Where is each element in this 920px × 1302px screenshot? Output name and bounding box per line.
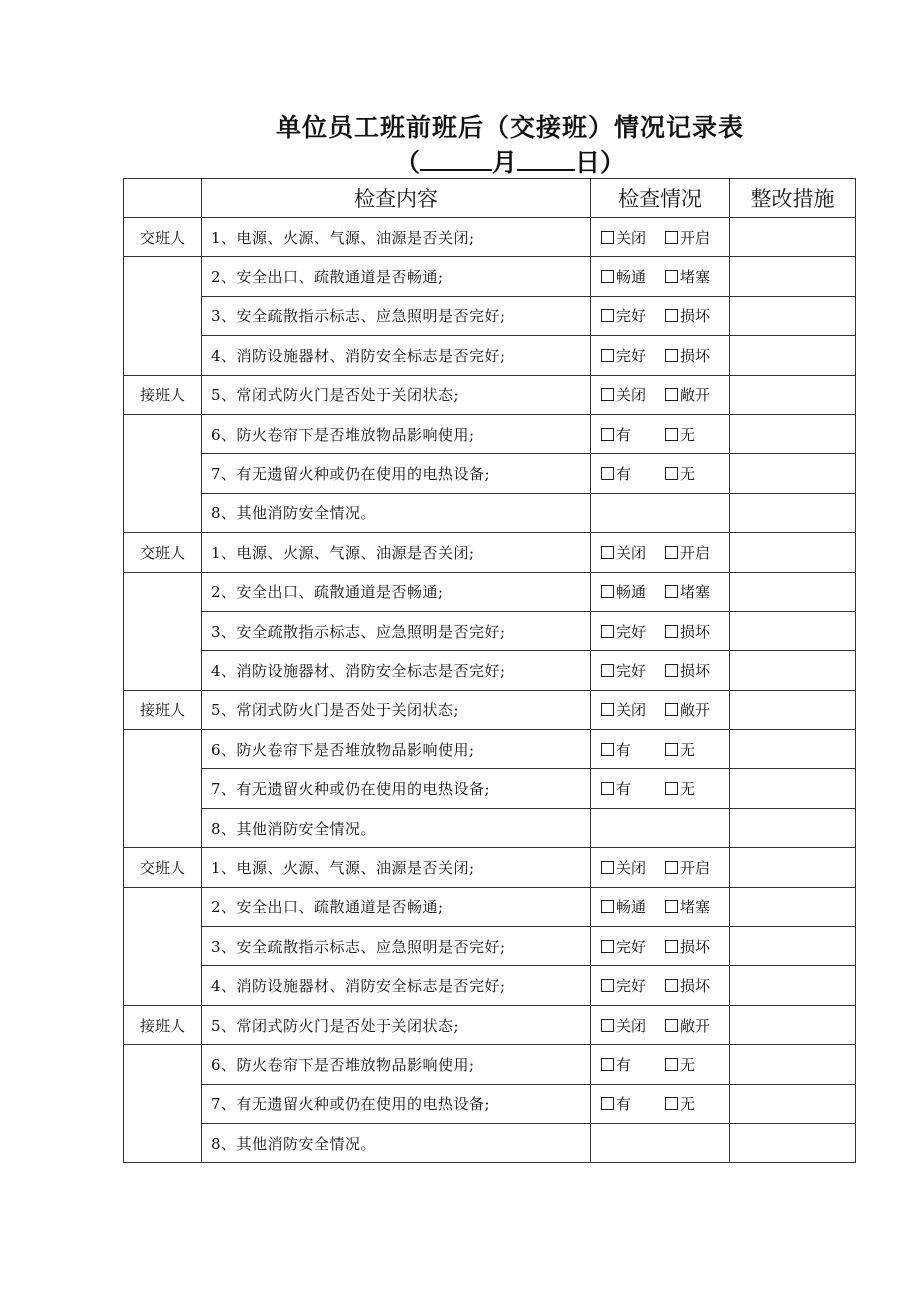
table-row (124, 1045, 856, 1084)
status-cell (591, 375, 730, 414)
role-cell: 交班人 (124, 533, 202, 572)
status-cell (591, 218, 730, 257)
date-open-paren: （ (394, 148, 420, 177)
check-item: 2、安全出口、疏散通道是否畅通; (202, 257, 591, 296)
checkbox-icon[interactable] (665, 625, 678, 638)
checkbox-icon[interactable] (665, 388, 678, 401)
status-cell (591, 572, 730, 611)
status-option-label: 损坏 (680, 977, 711, 996)
check-item: 6、防火卷帘下是否堆放物品影响使用; (202, 1045, 591, 1084)
check-item: 1、电源、火源、气源、油源是否关闭; (202, 848, 591, 887)
status-cell (591, 651, 730, 690)
status-option[interactable] (601, 1054, 665, 1075)
checkbox-icon[interactable] (601, 1058, 614, 1071)
status-option[interactable] (665, 1093, 695, 1114)
table-row (124, 730, 856, 769)
check-item: 2、安全出口、疏散通道是否畅通; (202, 887, 591, 926)
checkbox-icon[interactable] (601, 900, 614, 913)
check-item: 7、有无遗留火种或仍在使用的电热设备; (202, 769, 591, 808)
corrective-action-cell[interactable] (730, 927, 856, 966)
corrective-action-cell[interactable] (730, 296, 856, 335)
day-label: 日） (575, 148, 626, 177)
status-cell (591, 927, 730, 966)
status-option[interactable] (601, 936, 665, 957)
status-option[interactable] (601, 778, 665, 799)
status-option[interactable] (665, 581, 710, 602)
status-option[interactable] (601, 660, 665, 681)
corrective-action-cell[interactable] (730, 218, 856, 257)
status-cell (591, 808, 730, 847)
role-cell-empty (124, 414, 202, 532)
status-option[interactable] (601, 345, 665, 366)
corrective-action-cell[interactable] (730, 493, 856, 532)
corrective-action-cell[interactable] (730, 1123, 856, 1162)
checkbox-icon[interactable] (665, 467, 678, 480)
status-option-label: 损坏 (680, 937, 711, 956)
table-row (124, 848, 856, 887)
corrective-action-cell[interactable] (730, 730, 856, 769)
check-item: 3、安全疏散指示标志、应急照明是否完好; (202, 296, 591, 335)
status-option-label: 完好 (616, 661, 647, 680)
status-option-label: 无 (680, 1055, 696, 1074)
status-cell (591, 493, 730, 532)
checkbox-icon[interactable] (601, 940, 614, 953)
status-option-label: 无 (680, 465, 696, 484)
status-option-label: 有 (616, 425, 632, 444)
status-option[interactable] (665, 896, 710, 917)
status-cell (591, 1045, 730, 1084)
checkbox-icon[interactable] (665, 861, 678, 874)
status-option[interactable] (665, 227, 710, 248)
checkbox-icon[interactable] (665, 349, 678, 362)
status-cell (591, 454, 730, 493)
checkbox-icon[interactable] (601, 428, 614, 441)
checkbox-icon[interactable] (665, 1058, 678, 1071)
status-cell (591, 1084, 730, 1123)
status-option[interactable] (665, 936, 710, 957)
checkbox-icon[interactable] (601, 1019, 614, 1032)
status-option-label: 关闭 (616, 1016, 647, 1035)
corrective-action-cell[interactable] (730, 1005, 856, 1044)
corrective-action-cell[interactable] (730, 336, 856, 375)
check-item: 3、安全疏散指示标志、应急照明是否完好; (202, 611, 591, 650)
status-option-label: 堵塞 (680, 898, 711, 917)
role-cell-empty (124, 887, 202, 1005)
checkbox-icon[interactable] (665, 1097, 678, 1110)
checkbox-icon[interactable] (665, 664, 678, 677)
role-cell: 交班人 (124, 848, 202, 887)
status-option-label: 开启 (680, 858, 711, 877)
status-option-label: 堵塞 (680, 583, 711, 602)
checkbox-icon[interactable] (601, 467, 614, 480)
status-option-label: 有 (616, 780, 632, 799)
status-option-label: 无 (680, 780, 696, 799)
table-row (124, 218, 856, 257)
date-line (0, 143, 920, 179)
role-cell: 接班人 (124, 375, 202, 414)
status-option-label: 堵塞 (680, 268, 711, 287)
month-label: 月 (491, 148, 517, 177)
status-option[interactable] (665, 266, 710, 287)
status-option[interactable] (601, 621, 665, 642)
table-row (124, 651, 856, 690)
corrective-action-cell[interactable] (730, 966, 856, 1005)
status-option[interactable] (665, 542, 710, 563)
corrective-action-cell[interactable] (730, 414, 856, 453)
checkbox-icon[interactable] (601, 861, 614, 874)
corrective-action-cell[interactable] (730, 808, 856, 847)
status-option-label: 完好 (616, 346, 647, 365)
check-item: 5、常闭式防火门是否处于关闭状态; (202, 1005, 591, 1044)
corrective-action-cell[interactable] (730, 611, 856, 650)
table-body (124, 218, 856, 1163)
status-option[interactable] (601, 384, 665, 405)
status-option[interactable] (665, 660, 710, 681)
checkbox-icon[interactable] (601, 585, 614, 598)
status-cell (591, 887, 730, 926)
status-option-label: 完好 (616, 937, 647, 956)
checkbox-icon[interactable] (665, 940, 678, 953)
status-option-label: 损坏 (680, 346, 711, 365)
status-cell (591, 769, 730, 808)
status-cell (591, 257, 730, 296)
status-option[interactable] (665, 1054, 695, 1075)
table-row (124, 572, 856, 611)
table-row (124, 966, 856, 1005)
checkbox-icon[interactable] (665, 743, 678, 756)
corrective-action-cell[interactable] (730, 572, 856, 611)
checkbox-icon[interactable] (601, 388, 614, 401)
status-option-label: 有 (616, 465, 632, 484)
status-option-label: 畅通 (616, 583, 647, 602)
status-option-label: 关闭 (616, 858, 647, 877)
status-option-label: 敞开 (680, 701, 711, 720)
check-item: 7、有无遗留火种或仍在使用的电热设备; (202, 1084, 591, 1123)
role-cell-empty (124, 1045, 202, 1163)
status-option[interactable] (665, 621, 710, 642)
status-option[interactable] (665, 975, 710, 996)
table-row (124, 257, 856, 296)
status-option-label: 关闭 (616, 386, 647, 405)
checkbox-icon[interactable] (665, 309, 678, 322)
status-cell (591, 848, 730, 887)
status-cell (591, 533, 730, 572)
table-row (124, 454, 856, 493)
table-row (124, 690, 856, 729)
status-option[interactable] (665, 699, 710, 720)
table-row (124, 927, 856, 966)
status-cell (591, 336, 730, 375)
check-item: 1、电源、火源、气源、油源是否关闭; (202, 218, 591, 257)
status-option[interactable] (601, 1015, 665, 1036)
header-check-content: 检查内容 (202, 179, 591, 218)
checkbox-icon[interactable] (665, 782, 678, 795)
check-item: 8、其他消防安全情况。 (202, 493, 591, 532)
corrective-action-cell[interactable] (730, 848, 856, 887)
corrective-action-cell[interactable] (730, 1084, 856, 1123)
status-option-label: 有 (616, 1055, 632, 1074)
status-option-label: 无 (680, 740, 696, 759)
status-option-label: 畅通 (616, 268, 647, 287)
table-header-row (124, 179, 856, 218)
checkbox-icon[interactable] (601, 664, 614, 677)
table-row (124, 493, 856, 532)
table-row (124, 1084, 856, 1123)
status-option-label: 损坏 (680, 661, 711, 680)
status-cell (591, 690, 730, 729)
status-option-label: 关闭 (616, 543, 647, 562)
checkbox-icon[interactable] (601, 625, 614, 638)
role-cell-empty (124, 257, 202, 375)
check-item: 5、常闭式防火门是否处于关闭状态; (202, 690, 591, 729)
status-option[interactable] (601, 424, 665, 445)
check-item: 7、有无遗留火种或仍在使用的电热设备; (202, 454, 591, 493)
corrective-action-cell[interactable] (730, 690, 856, 729)
corrective-action-cell[interactable] (730, 533, 856, 572)
table-row (124, 414, 856, 453)
table-row (124, 296, 856, 335)
table-row (124, 336, 856, 375)
status-option-label: 开启 (680, 543, 711, 562)
status-option[interactable] (601, 542, 665, 563)
header-corrective-action: 整改措施 (730, 179, 856, 218)
status-option-label: 畅通 (616, 898, 647, 917)
status-option[interactable] (601, 305, 665, 326)
table-row (124, 611, 856, 650)
corrective-action-cell[interactable] (730, 454, 856, 493)
check-item: 1、电源、火源、气源、油源是否关闭; (202, 533, 591, 572)
status-option[interactable] (601, 266, 665, 287)
status-option-label: 敞开 (680, 1016, 711, 1035)
status-cell (591, 730, 730, 769)
status-option[interactable] (665, 778, 695, 799)
status-option-label: 有 (616, 740, 632, 759)
role-cell: 接班人 (124, 690, 202, 729)
checkbox-icon[interactable] (601, 309, 614, 322)
status-option-label: 关闭 (616, 701, 647, 720)
status-option[interactable] (601, 739, 665, 760)
status-option[interactable] (601, 227, 665, 248)
status-option[interactable] (601, 463, 665, 484)
check-item: 3、安全疏散指示标志、应急照明是否完好; (202, 927, 591, 966)
status-option-label: 完好 (616, 977, 647, 996)
status-option[interactable] (601, 975, 665, 996)
table-row (124, 887, 856, 926)
check-item: 4、消防设施器材、消防安全标志是否完好; (202, 336, 591, 375)
document-title: 单位员工班前班后（交接班）情况记录表 (275, 113, 744, 142)
status-option-label: 完好 (616, 622, 647, 641)
checkbox-icon[interactable] (665, 546, 678, 559)
status-option[interactable] (665, 1015, 710, 1036)
table-row (124, 769, 856, 808)
header-check-status: 检查情况 (591, 179, 730, 218)
check-item: 8、其他消防安全情况。 (202, 808, 591, 847)
checkbox-icon[interactable] (665, 270, 678, 283)
status-option-label: 敞开 (680, 386, 711, 405)
status-option[interactable] (665, 857, 710, 878)
check-item: 5、常闭式防火门是否处于关闭状态; (202, 375, 591, 414)
status-option-label: 开启 (680, 228, 711, 247)
corrective-action-cell[interactable] (730, 887, 856, 926)
checkbox-icon[interactable] (665, 1019, 678, 1032)
status-option[interactable] (665, 739, 695, 760)
status-cell (591, 611, 730, 650)
checkbox-icon[interactable] (601, 782, 614, 795)
corrective-action-cell[interactable] (730, 651, 856, 690)
check-item: 4、消防设施器材、消防安全标志是否完好; (202, 966, 591, 1005)
status-option[interactable] (601, 581, 665, 602)
record-table (123, 178, 856, 1163)
status-option[interactable] (601, 857, 665, 878)
check-item: 4、消防设施器材、消防安全标志是否完好; (202, 651, 591, 690)
status-option[interactable] (665, 305, 710, 326)
corrective-action-cell[interactable] (730, 257, 856, 296)
month-blank[interactable] (420, 145, 492, 171)
checkbox-icon[interactable] (601, 270, 614, 283)
checkbox-icon[interactable] (665, 428, 678, 441)
checkbox-icon[interactable] (601, 1097, 614, 1110)
status-option-label: 有 (616, 1095, 632, 1114)
status-option-label: 无 (680, 425, 696, 444)
checkbox-icon[interactable] (601, 979, 614, 992)
status-option-label: 损坏 (680, 622, 711, 641)
check-item: 6、防火卷帘下是否堆放物品影响使用; (202, 414, 591, 453)
corrective-action-cell[interactable] (730, 375, 856, 414)
checkbox-icon[interactable] (665, 900, 678, 913)
status-cell (591, 1123, 730, 1162)
check-item: 8、其他消防安全情况。 (202, 1123, 591, 1162)
status-option-label: 完好 (616, 307, 647, 326)
status-option[interactable] (665, 424, 695, 445)
checkbox-icon[interactable] (665, 585, 678, 598)
role-cell: 交班人 (124, 218, 202, 257)
role-cell-empty (124, 730, 202, 848)
status-option[interactable] (665, 345, 710, 366)
table-row (124, 1123, 856, 1162)
table-row (124, 375, 856, 414)
table-row (124, 533, 856, 572)
checkbox-icon[interactable] (601, 743, 614, 756)
checkbox-icon[interactable] (601, 231, 614, 244)
corrective-action-cell[interactable] (730, 769, 856, 808)
table-row (124, 1005, 856, 1044)
status-option-label: 无 (680, 1095, 696, 1114)
checkbox-icon[interactable] (665, 979, 678, 992)
status-option-label: 损坏 (680, 307, 711, 326)
status-cell (591, 1005, 730, 1044)
check-item: 2、安全出口、疏散通道是否畅通; (202, 572, 591, 611)
status-cell (591, 414, 730, 453)
status-option[interactable] (665, 463, 695, 484)
checkbox-icon[interactable] (665, 231, 678, 244)
status-option[interactable] (601, 1093, 665, 1114)
status-option-label: 关闭 (616, 228, 647, 247)
role-cell: 接班人 (124, 1005, 202, 1044)
corrective-action-cell[interactable] (730, 1045, 856, 1084)
checkbox-icon[interactable] (601, 349, 614, 362)
status-cell (591, 296, 730, 335)
checkbox-icon[interactable] (665, 703, 678, 716)
status-cell (591, 966, 730, 1005)
status-option[interactable] (665, 384, 710, 405)
role-cell-empty (124, 572, 202, 690)
header-role (124, 179, 202, 218)
table-row (124, 808, 856, 847)
checkbox-icon[interactable] (601, 703, 614, 716)
day-blank[interactable] (517, 145, 575, 171)
check-item: 6、防火卷帘下是否堆放物品影响使用; (202, 730, 591, 769)
checkbox-icon[interactable] (601, 546, 614, 559)
status-option[interactable] (601, 896, 665, 917)
status-option[interactable] (601, 699, 665, 720)
